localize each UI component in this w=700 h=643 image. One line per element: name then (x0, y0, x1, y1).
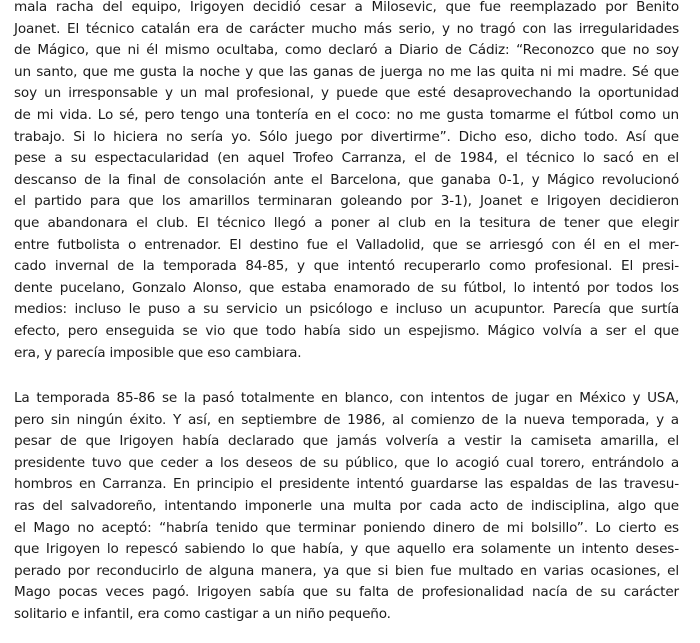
text-line: entre futbolista o entrenador. El destino fue el Valladolid, que se arriesgó con él en el mer- (14, 236, 679, 253)
paragraph-1 (14, 0, 679, 364)
text-line: dente pucelano, Gonzalo Alonso, que estaba enamorado de su fútbol, lo intentó por todos los (14, 279, 679, 296)
text-line: ras del salvadoreño, intentando imponerle una multa por cada acto de indisciplina, algo que (14, 497, 679, 514)
text-line: pero sin ningún éxito. Y así, en septiembre de 1986, al comienzo de la nueva temporada, y a (14, 411, 679, 428)
text-line: solitario e infantil, era como castigar a un niño pequeño. (14, 605, 391, 622)
text-line: de Mágico, que ni él mismo ocultaba, como declaró a Diario de Cádiz: “Reconozco que no soy (14, 42, 679, 59)
text-line: pese a su espectacularidad (en aquel Trofeo Carranza, el de 1984, el técnico lo sacó en el (14, 150, 679, 167)
text-line: pesar de que Irigoyen había declarado que jamás volvería a vestir la camiseta amarilla, el (14, 433, 679, 450)
text-line: de mi vida. Lo sé, pero tengo una tontería en el coco: no me gusta tomarme el fútbol como un (14, 106, 679, 123)
text-line: cado invernal de la temporada 84-85, y que intentó recuperarlo como profesional. El presi- (14, 258, 679, 275)
text-line: descanso de la final de consolación ante el Barcelona, que ganaba 0-1, y Mágico revolucionó (14, 171, 679, 188)
text-line: mala racha del equipo, Irigoyen decidió cesar a Milosevic, que fue reemplazado por Benito (14, 0, 679, 15)
text-line: trabajo. Si lo hiciera no sería yo. Sólo juego por divertirme”. Dicho eso, dicho todo. Así que (14, 128, 679, 145)
text-line: hombros en Carranza. En principio el presidente intentó guardarse las espaldas de las travesu- (14, 476, 679, 493)
text-line: el Mago no aceptó: “habría tenido que terminar poniendo dinero de mi bolsillo”. Lo cierto es (14, 519, 679, 536)
text-line: que abandonara el club. El técnico llegó a poner al club en la tesitura de tener que elegir (14, 214, 679, 231)
text-line: Joanet. El técnico catalán era de carácter mucho más serio, y no tragó con las irregularidades (14, 20, 679, 37)
text-line: La temporada 85-86 se la pasó totalmente en blanco, con intentos de jugar en México y USA, (14, 390, 679, 406)
text-line: que Irigoyen lo repescó sabiendo lo que había, y que aquello era solamente un intento deses- (14, 541, 679, 558)
text-line: soy un irresponsable y un mal profesional, y puede que esté desaprovechando la oportunidad (14, 85, 679, 102)
text-line: perado por reconducirlo de alguna manera, ya que si bien fue multado en varias ocasiones, el (14, 562, 679, 579)
text-line: Mago pocas veces pagó. Irigoyen sabía que su falta de profesionalidad nacía de su carácter (14, 584, 679, 601)
text-line: medios: incluso le puso a su servicio un psicólogo e incluso un acupuntor. Parecía que surtía (14, 301, 679, 318)
paragraph-2 (14, 388, 679, 626)
text-line: efecto, pero enseguida se vio que todo había sido un espejismo. Mágico volvía a ser el que (14, 322, 679, 339)
text-line: un santo, que me gusta la noche y que las ganas de juerga no me las quita ni mi madre. Sé que (14, 63, 679, 80)
text-line: presidente tuvo que ceder a los deseos de su público, que lo acogió cual torero, entrándolo a (14, 454, 679, 471)
text-line: era, y parecía imposible que eso cambiara. (14, 344, 302, 361)
text-line: el partido para que los amarillos terminaran goleando por 3-1), Joanet e Irigoyen decidieron (14, 193, 679, 210)
